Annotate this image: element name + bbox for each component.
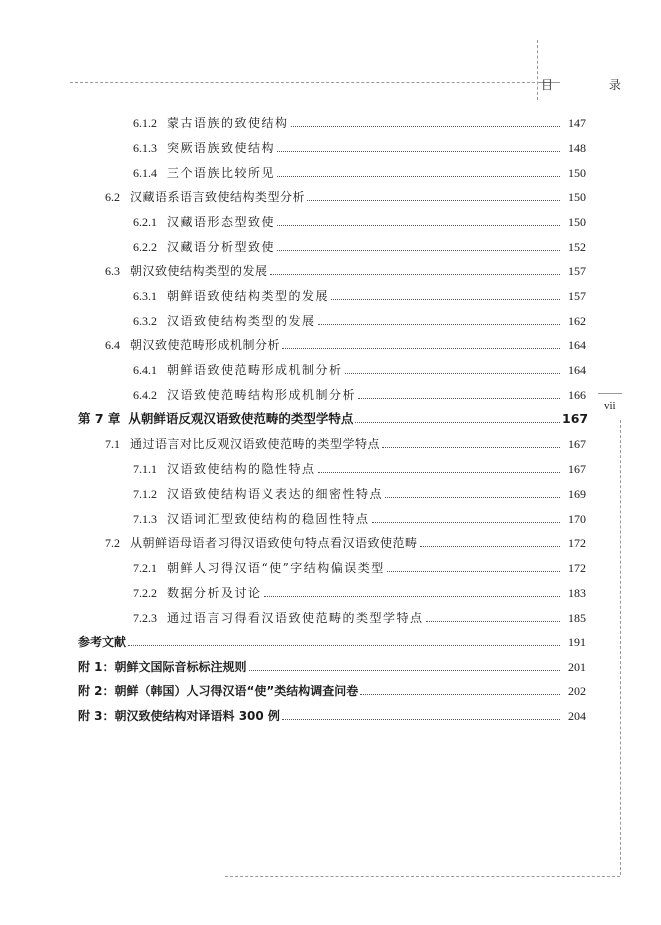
toc-entry-page: 185 bbox=[568, 611, 586, 625]
toc-entry[interactable] bbox=[0, 184, 661, 204]
toc-entry-number: 7.2 bbox=[105, 536, 120, 550]
toc-entry-page: 150 bbox=[568, 166, 586, 180]
dot-leader bbox=[128, 645, 560, 646]
toc-entry-title: 汉藏语形态型致使 bbox=[167, 215, 276, 229]
toc-entry-number: 6.4 bbox=[105, 338, 120, 352]
toc-entry-title: 数据分析及讨论 bbox=[167, 586, 262, 600]
toc-entry-page: 170 bbox=[568, 512, 586, 526]
toc-backmatter-entry[interactable] bbox=[0, 678, 661, 698]
toc-entry-page: 150 bbox=[568, 215, 586, 229]
toc-entry-number: 7.1 bbox=[105, 437, 120, 451]
dot-leader bbox=[355, 422, 560, 423]
toc-entry-page: 148 bbox=[568, 141, 586, 155]
toc-entry-number: 第 7 章 bbox=[78, 411, 121, 426]
toc-entry[interactable] bbox=[0, 110, 661, 130]
toc-entry-page: 202 bbox=[568, 684, 586, 698]
toc-entry[interactable] bbox=[0, 530, 661, 550]
toc-entry-title: 汉藏语分析型致使 bbox=[167, 240, 276, 254]
toc-entry-number: 6.4.1 bbox=[133, 363, 157, 377]
toc-entry-number: 6.2 bbox=[105, 190, 120, 204]
page-number: vii bbox=[604, 400, 616, 412]
toc-backmatter-entry[interactable] bbox=[0, 654, 661, 674]
toc-entry-title: 从朝鲜语母语者习得汉语致使句特点看汉语致使范畴 bbox=[130, 536, 418, 550]
toc-entry-number: 6.1.3 bbox=[133, 141, 157, 155]
toc-entry-number: 6.1.4 bbox=[133, 166, 157, 180]
toc-entry-number: 6.3.2 bbox=[133, 314, 157, 328]
dot-leader bbox=[385, 497, 560, 498]
dot-leader bbox=[420, 546, 560, 547]
toc-entry-title: 朝鲜语致使范畴形成机制分析 bbox=[167, 363, 343, 377]
toc-entry-number: 7.1.2 bbox=[133, 487, 157, 501]
toc-entry-number: 7.2.1 bbox=[133, 561, 157, 575]
toc-entry[interactable] bbox=[0, 283, 661, 303]
toc-entry-page: 164 bbox=[568, 338, 586, 352]
toc-entry-page: 147 bbox=[568, 116, 586, 130]
dot-leader bbox=[318, 472, 560, 473]
dot-leader bbox=[360, 694, 560, 695]
toc-entry-number: 6.2.1 bbox=[133, 215, 157, 229]
toc-entry[interactable] bbox=[0, 332, 661, 352]
toc-entry-title: 从朝鲜语反观汉语致使范畴的类型学特点 bbox=[128, 411, 354, 426]
dot-leader bbox=[345, 373, 560, 374]
toc-entry[interactable] bbox=[0, 382, 661, 402]
toc-entry-title: 突厥语族致使结构 bbox=[167, 141, 276, 155]
toc-entry-title: 汉藏语系语言致使结构类型分析 bbox=[130, 190, 306, 204]
dot-leader bbox=[372, 522, 560, 523]
toc-entry-page: 150 bbox=[568, 190, 586, 204]
toc-entry[interactable] bbox=[0, 506, 661, 526]
toc-entry-title: 汉语词汇型致使结构的稳固性特点 bbox=[167, 512, 370, 526]
toc-entry[interactable] bbox=[0, 431, 661, 451]
toc-entry-title: 汉语致使结构语义表达的细密性特点 bbox=[167, 487, 384, 501]
toc-entry[interactable] bbox=[0, 456, 661, 476]
toc-entry[interactable] bbox=[0, 605, 661, 625]
toc-entry-number: 附 1： bbox=[78, 660, 115, 674]
toc-entry[interactable] bbox=[0, 308, 661, 328]
toc-entry-page: 167 bbox=[562, 411, 589, 426]
toc-entry-number: 7.2.2 bbox=[133, 586, 157, 600]
toc-entry[interactable] bbox=[0, 135, 661, 155]
dot-leader bbox=[307, 200, 560, 201]
toc-entry[interactable] bbox=[0, 258, 661, 278]
dot-leader bbox=[426, 621, 560, 622]
toc-entry-number: 7.2.3 bbox=[133, 611, 157, 625]
toc-chapter-entry[interactable] bbox=[0, 406, 661, 426]
running-header: 目 录 bbox=[541, 78, 647, 92]
toc-entry[interactable] bbox=[0, 160, 661, 180]
toc-entry-page: 166 bbox=[568, 388, 586, 402]
toc-entry-page: 172 bbox=[568, 536, 586, 550]
toc-entry-title: 朝汉致使结构类型的发展 bbox=[130, 264, 268, 278]
toc-entry-number: 7.1.1 bbox=[133, 462, 157, 476]
toc-entry-page: 204 bbox=[568, 709, 586, 723]
toc-entry-title: 通过语言对比反观汉语致使范畴的类型学特点 bbox=[130, 437, 381, 451]
dot-leader bbox=[270, 274, 560, 275]
toc-entry-number: 附 2： bbox=[78, 684, 115, 698]
toc-entry-number: 参考文献 bbox=[78, 635, 127, 649]
dot-leader bbox=[387, 571, 560, 572]
toc-entry-page: 164 bbox=[568, 363, 586, 377]
toc-entry-title: 汉语致使结构的隐性特点 bbox=[167, 462, 316, 476]
toc-entry-number: 附 3： bbox=[78, 709, 115, 723]
dot-leader bbox=[264, 596, 560, 597]
toc-backmatter-entry[interactable] bbox=[0, 703, 661, 723]
toc-entry-number: 6.3 bbox=[105, 264, 120, 278]
toc-entry-number: 6.2.2 bbox=[133, 240, 157, 254]
toc-entry-title: 汉语致使范畴结构形成机制分析 bbox=[167, 388, 357, 402]
dot-leader bbox=[277, 176, 560, 177]
toc-entry-title: 朝汉致使范畴形成机制分析 bbox=[130, 338, 281, 352]
toc-entry-page: 167 bbox=[568, 462, 586, 476]
toc-entry-title: 朝鲜（韩国）人习得汉语“使”类结构调查问卷 bbox=[114, 684, 359, 698]
toc-entry-title: 朝汉致使结构对译语料 300 例 bbox=[114, 709, 280, 723]
header-corner-rule bbox=[537, 40, 538, 100]
toc-entry-title: 通过语言习得看汉语致使范畴的类型学特点 bbox=[167, 611, 424, 625]
toc-entry-page: 157 bbox=[568, 289, 586, 303]
footer-rule bbox=[225, 876, 620, 877]
dot-leader bbox=[277, 225, 560, 226]
dot-leader bbox=[282, 348, 560, 349]
toc-entry-page: 152 bbox=[568, 240, 586, 254]
toc-entry-title: 朝鲜语致使结构类型的发展 bbox=[167, 289, 330, 303]
header-rule bbox=[70, 82, 540, 83]
dot-leader bbox=[249, 670, 560, 671]
toc-entry[interactable] bbox=[0, 481, 661, 501]
toc-entry-page: 172 bbox=[568, 561, 586, 575]
dot-leader bbox=[282, 719, 560, 720]
dot-leader bbox=[331, 299, 560, 300]
dot-leader bbox=[277, 250, 560, 251]
toc-entry-page: 167 bbox=[568, 437, 586, 451]
dot-leader bbox=[382, 447, 560, 448]
toc-entry-number: 7.1.3 bbox=[133, 512, 157, 526]
toc-entry-page: 162 bbox=[568, 314, 586, 328]
toc-entry[interactable] bbox=[0, 580, 661, 600]
toc-entry-page: 157 bbox=[568, 264, 586, 278]
toc-entry-title: 蒙古语族的致使结构 bbox=[167, 116, 289, 130]
toc-entry-page: 191 bbox=[568, 635, 586, 649]
toc-entry-page: 183 bbox=[568, 586, 586, 600]
toc-entry-number: 6.4.2 bbox=[133, 388, 157, 402]
toc-entry-title: 朝鲜文国际音标标注规则 bbox=[114, 660, 247, 674]
dot-leader bbox=[358, 398, 560, 399]
toc-entry-page: 201 bbox=[568, 660, 586, 674]
toc-entry[interactable] bbox=[0, 209, 661, 229]
toc-entry-number: 6.1.2 bbox=[133, 116, 157, 130]
toc-entry-title: 汉语致使结构类型的发展 bbox=[167, 314, 316, 328]
toc-entry[interactable] bbox=[0, 357, 661, 377]
dot-leader bbox=[291, 126, 560, 127]
toc-entry[interactable] bbox=[0, 234, 661, 254]
toc-backmatter-entry[interactable] bbox=[0, 629, 661, 649]
dot-leader bbox=[318, 324, 560, 325]
toc-entry-title: 三个语族比较所见 bbox=[167, 166, 276, 180]
dot-leader bbox=[277, 151, 560, 152]
toc-entry-page: 169 bbox=[568, 487, 586, 501]
toc-entry[interactable] bbox=[0, 555, 661, 575]
toc-entry-title: 朝鲜人习得汉语“使”字结构偏误类型 bbox=[167, 561, 385, 575]
toc-entry-number: 6.3.1 bbox=[133, 289, 157, 303]
